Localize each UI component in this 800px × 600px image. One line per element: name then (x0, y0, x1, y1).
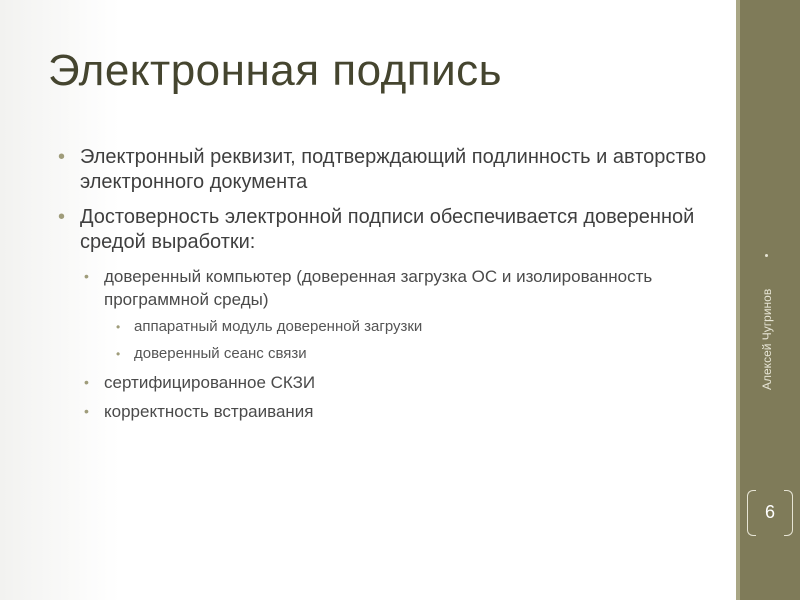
bullet-text: корректность встраивания (104, 402, 314, 421)
slide-title: Электронная подпись (48, 46, 503, 95)
bullet-icon: • (58, 146, 66, 168)
bullet-icon: • (84, 374, 89, 390)
sub-bullet-item (58, 371, 708, 394)
sub-list (58, 265, 708, 423)
slide-content (58, 145, 708, 429)
sub-sub-bullet-item (58, 344, 708, 364)
author-name: Алексей Чугринов (760, 288, 774, 390)
page-number: 6 (764, 502, 775, 522)
bullet-item (58, 145, 708, 195)
bullet-text: доверенный компьютер (доверенная загрузка ОС и изолированность программной среды) (104, 267, 653, 309)
bullet-icon: • (84, 268, 89, 284)
bullet-icon: • (58, 206, 66, 228)
sub-sub-bullet-item (58, 317, 708, 337)
bullet-icon: • (116, 320, 121, 334)
bullet-text: Электронный реквизит, подтверждающий подлинность и авторство электронного документа (80, 146, 707, 193)
bullet-text: Достоверность электронной подписи обеспечивается доверенной средой выработки: (80, 206, 695, 253)
page-number-box (745, 490, 795, 536)
bullet-text: сертифицированное СКЗИ (104, 373, 316, 392)
bullet-text: доверенный сеанс связи (134, 345, 307, 362)
date-dot (765, 254, 768, 257)
bullet-item (58, 205, 708, 255)
sub-bullet-item (58, 265, 708, 311)
sub-bullet-item (58, 400, 708, 423)
bullet-text: аппаратный модуль доверенной загрузки (134, 318, 423, 335)
bullet-icon: • (116, 347, 121, 361)
bullet-icon: • (84, 403, 89, 419)
